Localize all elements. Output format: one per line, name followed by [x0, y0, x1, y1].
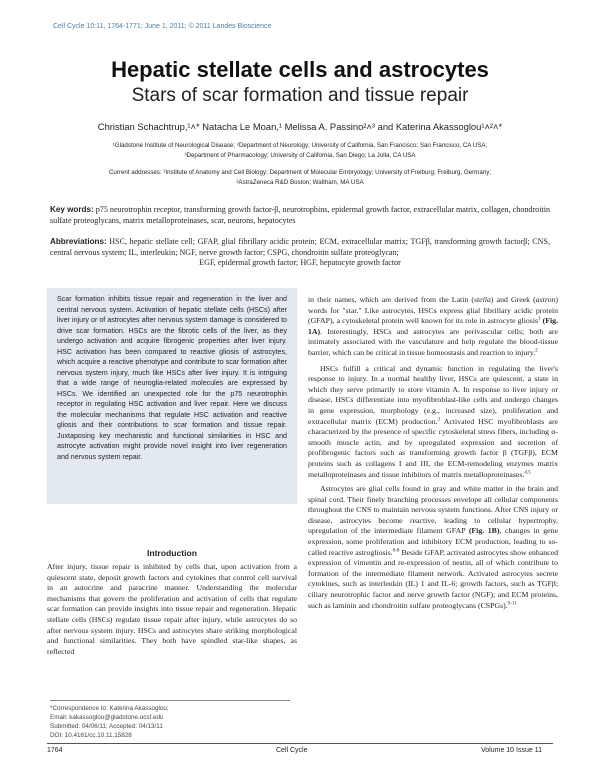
abbreviations-text-last: EGF, epidermal growth factor; HGF, hepatocyte growth factor — [199, 258, 401, 268]
keywords — [50, 205, 550, 226]
current-address-line-2: ²AstraZeneca R&D Boston; Waltham, MA USA — [236, 179, 364, 186]
doi[interactable]: DOI: 10.4161/cc.10.11.15828 — [50, 732, 132, 739]
footer-journal: Cell Cycle — [276, 747, 308, 754]
article-subtitle: Stars of scar formation and tissue repair — [131, 85, 469, 106]
author-list: Christian Schachtrup,¹˄* Natacha Le Moan,¹ Melissa A. Passino²˄³ and Katerina Akassoglou¹˄²˄* — [97, 121, 503, 132]
keywords-label: Key words: — [50, 205, 94, 214]
current-address-line-1: Current addresses: ¹Institute of Anatomy and Cell Biology; Department of Molecular Embryology; University of Freiburg; Freiburg, Germany; — [108, 169, 492, 176]
abbreviations-label: Abbreviations: — [50, 237, 107, 246]
abstract-box — [47, 288, 297, 504]
submission-dates: Submitted: 04/06/11; Accepted: 04/13/11 — [50, 723, 163, 730]
correspondence-email[interactable]: Email: kakassoglou@gladstone.ucsf.edu — [50, 714, 164, 721]
correspondence-box — [50, 700, 290, 740]
right-paragraph-2: HSCs fulfill a critical and dynamic function in regulating the liver's response to injury. In a normal healthy liver, HSCs are quiescent, a state in which they serve primarily to store vitamin A. In response to liver injury or disease, HSCs differentiate into myofibroblast-like cells and undergo changes in gene expression, morphology (e.g., increased size), proliferation and extracellular matrix (ECM) production.$^3$ Activated HSC myofibroblasts are characterized by the presence of specific cytoskeletal stress fibers, including α-smooth muscle actin, and by upregulated expression and secretion of profibrogenic factors such as transforming growth factor β (TGFβ), ECM proteins such as collagens I and III, the ECM-remodeling enzymes matrix metalloproteinases and tissue inhibitors of matrix metalloproteinases.$^{4,5}$ — [308, 363, 559, 479]
footer-divider — [47, 743, 553, 744]
affiliation-line-2: ³Department of Pharmacology; University of California, San Diego; La Jolla, CA USA — [184, 152, 416, 159]
keywords-text: p75 neurotrophin receptor, transforming growth factor-β, neurotrophins, epidermal growth factor, extracellular matrix, collagen, chondroitin sulfate proteoglycans, matrix metalloproteinases, scar, neurons, hepatocytes — [50, 205, 550, 225]
right-paragraph-3: Astrocytes are glial cells found in gray and white matter in the brain and spinal cord. Their finely branching processes envelope all cellular components throughout the CNS to maintain nervous system functions. After CNS injury or disease, astrocytes become reactive, leading to cellular hypertrophy, upregulation of the intermediate filament GFAP (Fig. 1B), changes in gene expression, some proliferation and inhibitory ECM production, leading to so-called reactive astrogliosis.$^{6-8}$ Beside GFAP, activated astrocytes show enhanced expression of vimentin and re-expression of nestin, all of which contribute to formation of the intermediate filament network. Activated astrocytes secrete cytokines, such as interleukin (IL) 1 and IL-6; growth factors, such as TGFβ; ciliary neurotrophic factor and nerve growth factor (NGF); and ECM proteins, such as laminin and chondroitin sulfate proteoglycans (CSPGs).$^{9-11}$ — [308, 484, 558, 610]
figure-1b-ref[interactable]: (Fig. 1B) — [468, 526, 500, 536]
intro-paragraph-1: After injury, tissue repair is inhibited by cells that, upon activation from a quiescent state, deposit growth factors and cytokines that control cell survival in an autocrine and paracrine manner. Understanding the molecular mechanisms that govern the proliferation and activation of cells that regulate scar formation can provide insights into tissue repair and regeneration. Hepatic stellate cells (HSCs) regulate tissue repair after injury, while astrocytes do so after nervous system injury. HSCs and astrocytes share striking morphological and functional similarities. They both have spindled star-like shapes, as reflected — [47, 562, 297, 656]
correspondence-name: *Correspondence to: Katerina Akassoglou; — [50, 705, 169, 712]
abstract-text: Scar formation inhibits tissue repair and regeneration in the liver and central nervous system. Activation of hepatic stellate cells (HSCs) after liver injury or of astrocytes after nervous system damage is considered to drive scar formation. HSCs are the fibrotic cells of the liver, as they undergo activation and acquire fibrogenic properties after liver injury. HSC activation has been compared to reactive gliosis of astrocytes, which acquire a reactive phenotype and contribute to scar formation after nervous system injury, much like HSCs after liver injury. It is intriguing that a wide range of neuroglia-related molecules are expressed by HSCs. We identified an unexpected role for the p75 neurotrophin receptor in regulating HSC activation and liver repair. Here we discuss the molecular mechanisms that regulate HSC activation and reactive gliosis and their contributions to scar formation and tissue repair. Juxtaposing key mechanistic and functional similarities in HSC and astrocyte activation might provide novel insight into liver regeneration and nervous system repair. — [57, 295, 287, 461]
figure-1a-ref[interactable]: (Fig. 1A) — [308, 316, 558, 336]
left-column-body — [47, 562, 297, 657]
section-heading-introduction: Introduction — [146, 548, 198, 558]
abbreviations — [50, 237, 550, 269]
right-paragraph-1: in their names, which are derived from the Latin (stella) and Greek (astron) words for "star." Like astrocytes, HSCs express glial fibrillary acidic protein (GFAP), a cytoskeletal protein well known for its role in astrocyte gliosis$^1$ (Fig. 1A). Interestingly, HSCs and astrocytes are perivascular cells; both are intimately associated with the vasculature and help regulate the blood-tissue barrier, which can be critical in tissue homeostasis and reaction to injury.$^2$ — [308, 295, 558, 357]
abbreviations-text: HSC, hepatic stellate cell; GFAP, glial fibrillary acidic protein; ECM, extracellular matrix; TGFβ, transforming growth factorβ; CNS, central nervous system; IL, interleukin; NGF, nerve growth factor; CSPG, chondroitin sulfate proteoglycan; — [50, 237, 550, 257]
page-number: 1764 — [47, 747, 63, 754]
journal-citation: Cell Cycle 10:11, 1764-1771; June 1, 2011; © 2011 Landes Bioscience — [53, 23, 272, 30]
right-column-body — [308, 295, 558, 611]
affiliation-line-1: ¹Gladstone Institute of Neurological Disease; ²Department of Neurology; University of California, San Francisco; San Francisco, CA USA; — [112, 142, 488, 149]
article-title: Hepatic stellate cells and astrocytes — [111, 57, 489, 82]
footer-volume: Volume 10 Issue 11 — [481, 747, 542, 754]
